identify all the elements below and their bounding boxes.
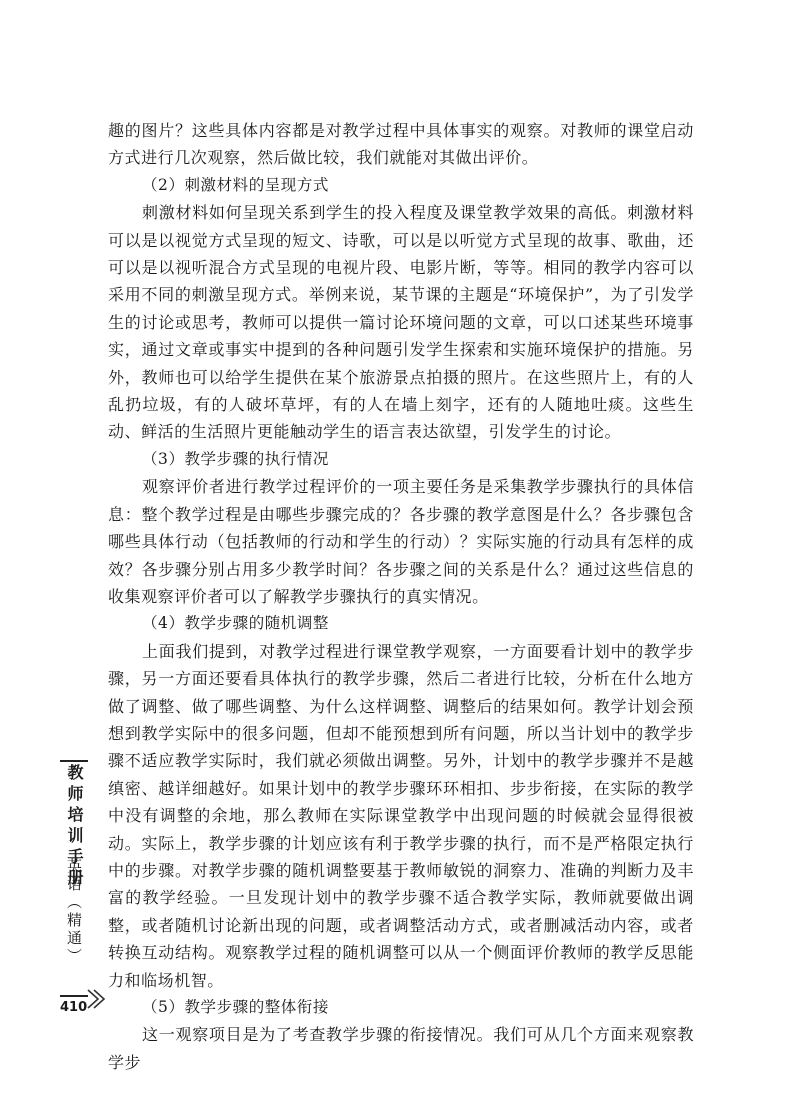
paragraph-continuation: 趣的图片？这些具体内容都是对教学过程中具体事实的观察。对教师的课堂启动方式进行几次观察，然后做比较，我们就能对其做出评价。 <box>108 121 694 168</box>
side-tab <box>60 760 88 1018</box>
chevron-right-icon <box>86 988 106 1010</box>
paragraph-stimulus-material: 刺激材料如何呈现关系到学生的投入程度及课堂教学效果的高低。刺激材料可以是以视觉方式呈现的短文、诗歌，可以是以听觉方式呈现的故事、歌曲，还可以是以视听混合方式呈现的电视片段、电影片断，等等。相同的教学内容可以采用不同的刺激呈现方式。举例来说，某节课的主题是“环境保护”，为了引发学生的讨论或思考，教师可以提供一篇讨论环境问题的文章，可以口述某些环境事实，通过文章或事实中提到的各种问题引发学生探索和实施环境保护的措施。另外，教师也可以给学生提供在某个旅游景点拍摄的照片。在这些照片上，有的人乱扔垃圾，有的人破坏草坪，有的人在墙上刻字，还有的人随地吐痰。这些生动、鲜活的生活照片更能触动学生的语言表达欲望，引发学生的讨论。 <box>108 203 694 442</box>
section-heading-2: （2）刺激材料的呈现方式 <box>142 175 329 194</box>
paragraph-step-connection: 这一观察项目是为了考查教学步骤的衔接情况。我们可从几个方面来观察教学步 <box>108 1025 694 1072</box>
section-heading-5: （5）教学步骤的整体衔接 <box>142 998 329 1016</box>
section-heading-3: （3）教学步骤的执行情况 <box>142 449 329 468</box>
book-title: 教师培训手册 <box>65 764 84 890</box>
paragraph-step-adjustment: 上面我们提到，对教学过程进行课堂教学观察，一方面要看计划中的教学步骤，另一方面还要看具体执行的教学步骤，然后二者进行比较，分析在什么地方做了调整、做了哪些调整、为什么这样调整、调整后的结果如何。教学计划会预想到教学实际中的很多问题，但却不能预想到所有问题，所以当计划中的教学步骤不适应教学实际时，我们就必须做出调整。另外，计划中的教学步骤并不是越缜密、越详细越好。如果计划中的教学步骤环环相扣、步步衔接，在实际的教学中没有调整的余地，那么教师在实际课堂教学中出现问题的时候就会显得很被动。实际上，教学步骤的计划应该有利于教学步骤的执行，而不是严格限定执行中的步骤。对教学步骤的随机调整要基于教师敏锐的洞察力、准确的判断力及丰富的教学经验。一旦发现计划中的教学步骤不适合教学实际，教师就要做出调整，或者随机讨论新出现的问题，或者调整活动方式，或者删减活动内容，或者转换互动结构。观察教学过程的随机调整可以从一个侧面评价教师的教学反思能力和临场机智。 <box>108 641 694 990</box>
tab-top-rule <box>60 760 88 762</box>
page-number: 410 <box>60 1000 88 1015</box>
tab-bottom-rule <box>60 995 88 997</box>
book-subtitle: 英语（精通） <box>65 858 83 966</box>
section-heading-4: （4）教学步骤的随机调整 <box>142 614 329 633</box>
paragraph-step-execution: 观察评价者进行教学过程评价的一项主要任务是采集教学步骤执行的具体信息：整个教学过程是由哪些步骤完成的？各步骤的教学意图是什么？各步骤包含哪些具体行动（包括教师的行动和学生的行动）？实际实施的行动具有怎样的成效？各步骤分别占用多少教学时间？各步骤之间的关系是什么？通过这些信息的收集观察评价者可以了解教学步骤执行的真实情况。 <box>108 477 694 606</box>
main-text <box>108 117 694 1076</box>
